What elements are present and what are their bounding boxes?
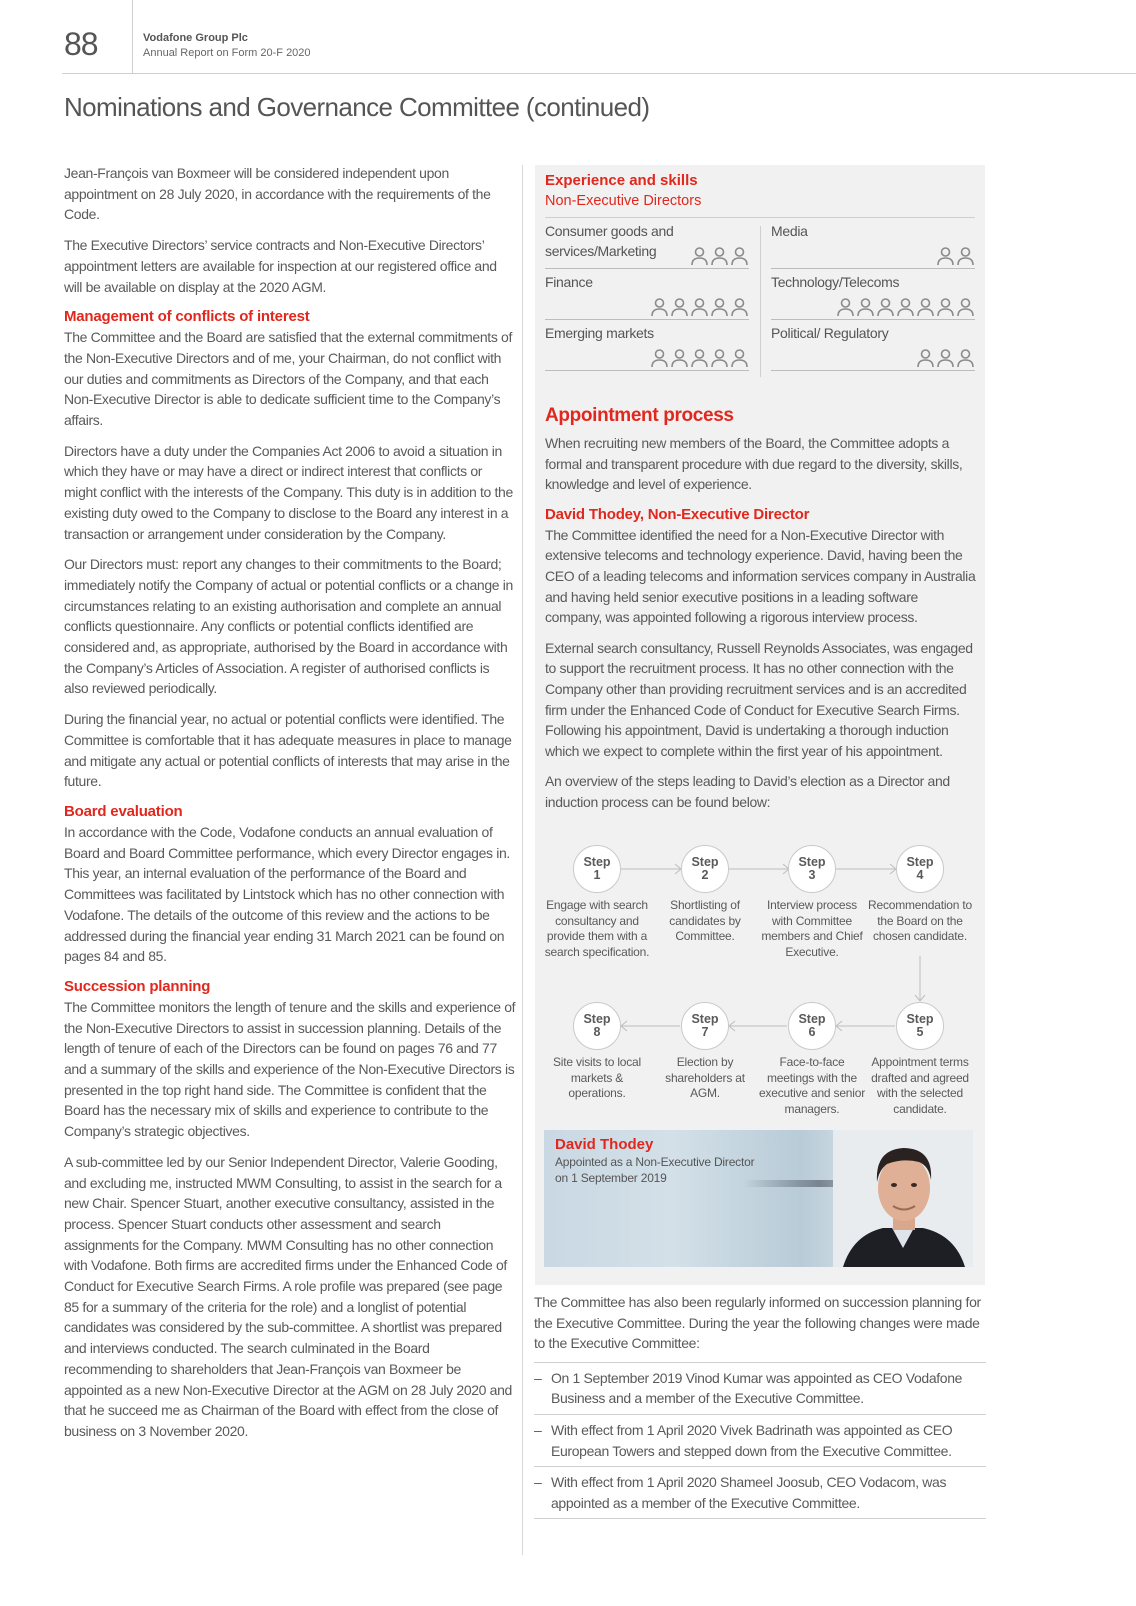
appointee-heading: David Thodey, Non-Executive Director (545, 505, 810, 523)
step-circle (573, 1002, 621, 1050)
step-number: 8 (593, 1025, 601, 1039)
skill-label: Political/ Regulatory (771, 325, 889, 341)
step-number: 5 (916, 1025, 924, 1039)
person-icon (956, 297, 975, 317)
skill-count-icons (936, 246, 975, 266)
step-word: Step (583, 855, 611, 869)
dash-bullet: – (534, 1474, 542, 1491)
skills-divider (760, 226, 761, 377)
person-icon (836, 297, 855, 317)
section-paragraph: The Committee and the Board are satisfied that the external commitments of the Non-Executive Directors and of me, your Chairman, do not conflict with our duties and commitments as Directors of the Company, and that each Non-Executive Director is able to dedicate sufficient time to the Company’s affairs. (64, 329, 512, 429)
header-rule (62, 73, 1136, 74)
person-icon (916, 297, 935, 317)
step-3 (757, 845, 867, 961)
step-1 (542, 845, 652, 961)
appointment-paragraph: The Committee identified the need for a Non-Executive Director with extensive telecoms and technology experience. David, having been the CEO of a leading telecoms and information services company in Australia and having held senior executive positions in a leading software company, was appointed following a rigorous interview process. (545, 526, 976, 626)
section-heading-succession: Succession planning (64, 977, 211, 995)
skills-subtitle: Non-Executive Directors (545, 193, 702, 209)
step-circle (681, 1002, 729, 1050)
list-item-text: With effect from 1 April 2020 Vivek Badrinath was appointed as CEO European Towers and stepped down from the Executive Committee. (551, 1421, 953, 1459)
experience-panel (535, 165, 985, 1285)
step-number: 1 (593, 868, 601, 882)
step-circle (573, 845, 621, 893)
list-item (534, 1363, 986, 1415)
section-paragraph: A sub-committee led by our Senior Independent Director, Valerie Gooding, and excluding me, instructed MWM Consulting, to assist in the search for a new Chair. Spencer Stuart, another executive consultancy, assisted in the process. Spencer Stuart conducts other assessment and search assignments for the Company. MWM Consulting has no other connection with Vodafone. Both firms are accredited firms under the Enhanced Code of Conduct for Executive Search Firms. A role profile was prepared (see page 85 for a summary of the criteria for the role) and a longlist of potential candidates was considered by the sub-committee. A shortlist was prepared and interviews conducted. The search culminated in the Board recommending to shareholders that Jean-François van Boxmeer be appointed as a new Non-Executive Director at the AGM on 28 July 2020 and that he succeed me as Chairman of the Board with effect from the close of business on 3 November 2020. (64, 1153, 512, 1439)
company-name: Vodafone Group Plc (143, 32, 248, 44)
list-item-text: With effect from 1 April 2020 Shameel Joosub, CEO Vodacom, was appointed as a member of the Executive Committee. (551, 1474, 947, 1511)
step-description: Face-to-face meetings with the executive and senior managers. (758, 1055, 866, 1117)
person-icon (730, 297, 749, 317)
step-description: Site visits to local markets & operations. (552, 1055, 642, 1101)
intro-paragraph: Jean-François van Boxmeer will be considered independent upon appointment on 28 July 2020, in accordance with the requirements of the Code. (64, 165, 491, 223)
list-item-text: On 1 September 2019 Vinod Kumar was appointed as CEO Vodafone Business and a member of the Executive Committee. (551, 1369, 963, 1407)
step-description: Appointment terms drafted and agreed with the selected candidate. (871, 1055, 969, 1117)
step-number: 7 (701, 1025, 709, 1039)
skill-label: Finance (545, 274, 593, 290)
person-icon (956, 348, 975, 368)
section-paragraph: During the financial year, no actual or potential conflicts were identified. The Committee is comfortable that it has adequate measures in place to manage and mitigate any actual or potential conflicts of interests that may arise in the future. (64, 711, 512, 790)
portrait-photo (833, 1130, 973, 1267)
steps-flow (535, 848, 985, 1128)
person-icon (710, 348, 729, 368)
step-number: 3 (808, 868, 816, 882)
exec-changes-list (534, 1362, 986, 1520)
step-7 (650, 1002, 760, 1102)
skill-cell (545, 218, 749, 269)
step-description: Election by shareholders at AGM. (665, 1055, 745, 1101)
skills-matrix (545, 171, 975, 371)
appointment-intro: When recruiting new members of the Board, the Committee adopts a formal and transparent procedure with due regard to the diversity, skills, knowledge and level of experience. (545, 435, 963, 493)
person-icon (710, 297, 729, 317)
skill-cell (771, 218, 975, 269)
skill-count-icons (836, 297, 975, 317)
person-icon (670, 348, 689, 368)
skills-grid (545, 218, 975, 371)
person-icon (876, 297, 895, 317)
dash-bullet: – (534, 1369, 542, 1386)
person-icon (650, 297, 669, 317)
skill-count-icons (916, 348, 975, 368)
section-paragraph: The Committee monitors the length of tenure and the skills and experience of the Non-Executive Directors to assist in succession planning. Details of the length of tenure of each of the Directors can be found on pages 76 and 77 and a summary of the skills and experience of the Non-Executive Directors is presented in the top right hand side. The Committee is confident that the Board has the necessary mix of skills and experience to contribute to the Company’s strategic objectives. (64, 998, 516, 1140)
left-column (64, 163, 516, 1452)
appointment-process (545, 403, 977, 823)
appointment-heading: Appointment process (545, 405, 734, 426)
skill-cell (545, 269, 749, 320)
skill-count-icons (650, 297, 749, 317)
person-icon (690, 348, 709, 368)
executive-committee-section (534, 1292, 986, 1519)
skill-label: Technology/Telecoms (771, 274, 900, 290)
step-2 (650, 845, 760, 945)
section-heading-board-evaluation: Board evaluation (64, 802, 183, 820)
person-icon (650, 348, 669, 368)
step-circle (788, 845, 836, 893)
header-divider (132, 0, 133, 73)
person-icon (896, 297, 915, 317)
step-word: Step (906, 1012, 934, 1026)
section-heading-conflicts: Management of conflicts of interest (64, 308, 310, 326)
step-5 (865, 1002, 975, 1118)
skill-cell (771, 320, 975, 371)
list-item (534, 1467, 986, 1519)
section-paragraph: Directors have a duty under the Companies Act 2006 to avoid a situation in which they have or may have a direct or indirect interest that conflicts or might conflict with the interests of the Company. This duty is in addition to the existing duty owed to the Company to disclose to the Board any interest in a transaction or arrangement under consideration by the Company. (64, 442, 513, 542)
person-icon (710, 246, 729, 266)
step-circle (681, 845, 729, 893)
person-icon (956, 246, 975, 266)
person-icon (730, 246, 749, 266)
step-word: Step (691, 1012, 719, 1026)
step-circle (896, 845, 944, 893)
person-icon (936, 246, 955, 266)
step-4 (865, 845, 975, 945)
step-word: Step (798, 855, 826, 869)
step-word: Step (583, 1012, 611, 1026)
skill-label: Emerging markets (545, 325, 654, 341)
step-description: Engage with search consultancy and provide them with a search specification. (544, 898, 650, 960)
person-icon (670, 297, 689, 317)
dash-bullet: – (534, 1421, 542, 1438)
skill-count-icons (690, 246, 749, 266)
exec-intro: The Committee has also been regularly informed on succession planning for the Executive Committee. During the year the following changes were made to the Executive Committee: (534, 1294, 981, 1352)
appointment-paragraph: External search consultancy, Russell Reynolds Associates, was engaged to support the recruitment process. It has no other connection with the Company other than providing recruitment services and is an accredited firm under the Enhanced Code of Conduct for Executive Search Firms. Following his appointment, David is undertaking a thorough induction which we expect to complete within the first year of his appointment. (545, 639, 973, 759)
column-divider (522, 165, 523, 1555)
skill-cell (545, 320, 749, 371)
step-word: Step (906, 855, 934, 869)
intro-paragraph: The Executive Directors’ service contracts and Non-Executive Directors’ appointment letters are available for inspection at our registered office and will be available on display at the 2020 AGM. (64, 237, 497, 295)
list-item (534, 1415, 986, 1467)
profile-name: David Thodey (555, 1136, 654, 1153)
page-title: Nominations and Governance Committee (continued) (64, 92, 650, 122)
page-number: 88 (64, 26, 98, 62)
step-number: 2 (701, 868, 709, 882)
step-circle (788, 1002, 836, 1050)
section-paragraph: In accordance with the Code, Vodafone conducts an annual evaluation of Board and Board Committee performance, which every Director engages in. This year, an internal evaluation of the performance of the Board and Committees was facilitated by Lintstock which has no other connection with Vodafone. The details of the outcome of this review and the actions to be addressed during the financial year ending 31 March 2021 can be found on pages 84 and 85. (64, 823, 510, 965)
step-description: Interview process with Committee members and Chief Executive. (761, 898, 863, 960)
person-icon (856, 297, 875, 317)
appointment-paragraph: An overview of the steps leading to David’s election as a Director and induction process can be found below: (545, 773, 950, 810)
profile-caption: Appointed as a Non-Executive Director on 1 September 2019 (555, 1155, 755, 1185)
report-name: Annual Report on Form 20-F 2020 (143, 47, 311, 59)
skills-title: Experience and skills (545, 172, 698, 189)
skill-label: Consumer goods and services/Marketing (545, 223, 674, 259)
step-description: Recommendation to the Board on the chosen candidate. (868, 898, 972, 944)
person-icon (936, 297, 955, 317)
step-word: Step (691, 855, 719, 869)
step-circle (896, 1002, 944, 1050)
person-icon (916, 348, 935, 368)
step-number: 6 (808, 1025, 816, 1039)
step-word: Step (798, 1012, 826, 1026)
skill-label: Media (771, 223, 808, 239)
step-description: Shortlisting of candidates by Committee. (669, 898, 741, 944)
section-paragraph: Our Directors must: report any changes to their commitments to the Board; immediately notify the Company of actual or potential conflicts or a change in circumstances relating to an existing authorisation and complete an annual conflicts questionnaire. Any conflicts or potential conflicts identified are considered and, as appropriate, authorised by the Board in accordance with the Company’s Articles of Association. A register of authorised conflicts is also reviewed periodically. (64, 556, 513, 697)
skill-cell (771, 269, 975, 320)
skill-count-icons (650, 348, 749, 368)
person-icon (690, 246, 709, 266)
step-6 (757, 1002, 867, 1118)
person-icon (730, 348, 749, 368)
person-icon (936, 348, 955, 368)
step-8 (542, 1002, 652, 1102)
step-number: 4 (916, 868, 924, 882)
person-icon (690, 297, 709, 317)
profile-card (544, 1130, 973, 1267)
